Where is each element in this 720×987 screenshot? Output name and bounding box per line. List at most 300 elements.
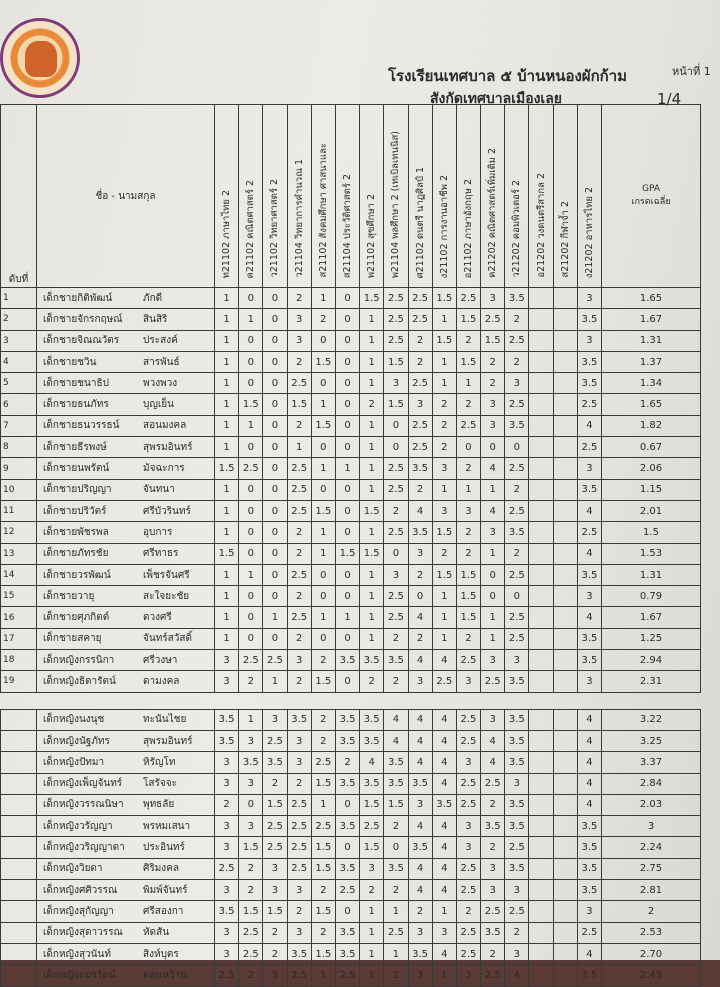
grade-cell: 2.5 (287, 607, 311, 628)
subject-header: ว21202 คอมพิวเตอร์ 2 (505, 105, 529, 288)
grade-cell: 3.5 (384, 773, 408, 794)
grade-cell: 2 (360, 671, 384, 692)
table-row (1, 628, 701, 649)
gpa-cell: 2.84 (602, 773, 701, 794)
page-fraction: 1/4 (657, 90, 682, 108)
grade-cell: 3 (215, 650, 239, 671)
grade-cell: 1 (432, 373, 456, 394)
grade-cell: 1 (432, 479, 456, 500)
grade-cell: 2 (311, 650, 335, 671)
first-name: เด็กหญิงนงนุช (43, 714, 105, 726)
grade-cell: 1 (263, 607, 287, 628)
grade-cell: 3 (215, 943, 239, 964)
grade-cell: 2 (287, 671, 311, 692)
grade-cell: 2.5 (215, 965, 239, 986)
grade-cell (553, 922, 577, 943)
grade-cell: 1 (239, 309, 263, 330)
grade-cell: 3.5 (505, 730, 529, 751)
grade-cell: 4 (408, 709, 432, 730)
grade-cell: 0 (263, 373, 287, 394)
grade-cell: 3 (577, 458, 601, 479)
gpa-cell: 2.03 (602, 794, 701, 815)
grade-cell: 3 (456, 500, 480, 521)
first-name: เด็กหญิงธิดารัตน์ (43, 675, 116, 687)
grade-cell: 2.5 (505, 330, 529, 351)
grade-cell: 2 (311, 922, 335, 943)
first-name: เด็กชายสคายุ (43, 633, 102, 645)
grade-cell: 2.5 (408, 415, 432, 436)
grade-cell: 2 (408, 901, 432, 922)
grade-cell: 4 (577, 752, 601, 773)
grade-cell: 4 (577, 543, 601, 564)
grade-cell: 1 (311, 794, 335, 815)
student-name (37, 816, 215, 837)
grade-cell: 1 (239, 709, 263, 730)
grade-cell: 2.5 (408, 373, 432, 394)
gpa-cell: 2 (602, 901, 701, 922)
grade-cell: 3.5 (577, 837, 601, 858)
gpa-cell: 1.65 (602, 288, 701, 309)
grade-cell: 1 (215, 586, 239, 607)
grade-cell: 1.5 (456, 586, 480, 607)
grade-cell: 2.5 (481, 309, 505, 330)
grade-cell (553, 500, 577, 521)
grade-cell: 2 (505, 479, 529, 500)
grade-cell (529, 671, 553, 692)
gpa-cell: 0.67 (602, 437, 701, 458)
grade-cell: 1 (215, 330, 239, 351)
subject-header: ค21202 คณิตศาสตร์เพิ่มเติม 2 (481, 105, 505, 288)
first-name: เด็กชายภัทรชัย (43, 548, 109, 560)
subject-header: ง21102 การงานอาชีพ 2 (432, 105, 456, 288)
grade-cell: 4 (577, 607, 601, 628)
grade-cell: 1 (360, 522, 384, 543)
student-name (37, 858, 215, 879)
row-number: 19 (1, 671, 37, 692)
grade-cell: 3 (577, 901, 601, 922)
grade-cell: 1 (360, 309, 384, 330)
grade-cell: 3.5 (408, 458, 432, 479)
grade-cell: 2 (456, 543, 480, 564)
subject-header: ค21102 คณิตศาสตร์ 2 (239, 105, 263, 288)
row-number: 6 (1, 394, 37, 415)
grade-cell: 3.5 (215, 730, 239, 751)
row-number (1, 922, 37, 943)
last-name: ศรีวงษา (143, 654, 178, 666)
first-name: เด็กหญิงวิยดา (43, 863, 103, 875)
grade-cell: 1 (432, 628, 456, 649)
grade-cell: 0 (311, 373, 335, 394)
grade-cell: 3 (577, 288, 601, 309)
last-name: ประสงค์ (143, 335, 178, 347)
grade-cell: 2.5 (456, 709, 480, 730)
grade-cell: 4 (408, 607, 432, 628)
grade-cell: 2.5 (287, 373, 311, 394)
grade-cell (553, 965, 577, 986)
row-number (1, 773, 37, 794)
table-row (1, 965, 701, 986)
student-name (37, 730, 215, 751)
grade-cell: 2 (287, 543, 311, 564)
grade-cell: 3.5 (335, 858, 359, 879)
grade-cell: 2.5 (263, 650, 287, 671)
grade-cell: 2.5 (481, 965, 505, 986)
first-name: เด็กชายปริวัตร์ (43, 505, 107, 517)
table-row (1, 858, 701, 879)
grade-cell: 2 (456, 901, 480, 922)
grade-cell: 3.5 (360, 730, 384, 751)
student-name (37, 500, 215, 521)
grade-cell: 1 (239, 415, 263, 436)
grade-cell: 1 (432, 586, 456, 607)
grade-cell: 0 (335, 415, 359, 436)
table-header-row (1, 105, 701, 288)
grade-cell: 3 (505, 773, 529, 794)
grade-cell (553, 586, 577, 607)
grade-cell (529, 500, 553, 521)
row-number: 17 (1, 628, 37, 649)
grade-cell: 2.5 (456, 858, 480, 879)
gpa-cell: 1.67 (602, 309, 701, 330)
table-row (1, 709, 701, 730)
gpa-cell: 2.81 (602, 880, 701, 901)
grade-cell (553, 752, 577, 773)
gpa-cell: 2.53 (602, 922, 701, 943)
grade-cell: 2.5 (287, 858, 311, 879)
grade-cell (529, 288, 553, 309)
header-name: ชื่อ - นามสกุล (37, 105, 215, 288)
grade-cell: 3 (408, 965, 432, 986)
student-name (37, 628, 215, 649)
grade-cell: 1 (360, 373, 384, 394)
table-row (1, 330, 701, 351)
grade-cell (529, 330, 553, 351)
student-name (37, 437, 215, 458)
grade-cell: 1 (360, 351, 384, 372)
row-number: 14 (1, 564, 37, 585)
student-name (37, 794, 215, 815)
grade-cell: 2 (360, 394, 384, 415)
last-name: จันทนา (143, 484, 175, 496)
grade-cell: 0 (311, 628, 335, 649)
grade-cell: 2.5 (239, 922, 263, 943)
grade-cell: 3 (577, 586, 601, 607)
grade-cell: 1 (335, 607, 359, 628)
grade-cell: 3.5 (335, 816, 359, 837)
grade-cell: 0 (311, 564, 335, 585)
grade-cell: 1 (215, 288, 239, 309)
row-number (1, 816, 37, 837)
grade-cell: 3 (287, 752, 311, 773)
grade-cell: 3 (239, 816, 263, 837)
subject-header: อ21202 วงดนตรีสากล 2 (529, 105, 553, 288)
grade-cell: 2.5 (432, 671, 456, 692)
row-number (1, 880, 37, 901)
gpa-cell: 2.31 (602, 671, 701, 692)
grade-cell: 2.5 (505, 901, 529, 922)
first-name: เด็กหญิงสุกัญญา (43, 905, 114, 917)
grade-cell: 2.5 (263, 730, 287, 751)
grade-cell: 2 (287, 415, 311, 436)
grade-cell: 1 (481, 543, 505, 564)
table-row (1, 837, 701, 858)
row-number (1, 730, 37, 751)
grade-cell: 1 (432, 901, 456, 922)
grade-cell: 4 (360, 752, 384, 773)
grade-cell: 3.5 (335, 650, 359, 671)
last-name: พิมพ์จันทร์ (143, 884, 188, 896)
grade-cell: 1 (215, 437, 239, 458)
grade-cell: 2 (505, 309, 529, 330)
table-row (1, 586, 701, 607)
grade-cell: 4 (408, 650, 432, 671)
last-name: สอนมงคล (143, 420, 187, 432)
grade-cell (529, 965, 553, 986)
grade-cell: 2 (384, 816, 408, 837)
grade-cell: 0 (263, 415, 287, 436)
grade-cell: 4 (481, 500, 505, 521)
student-name (37, 309, 215, 330)
gpa-cell: 3.25 (602, 730, 701, 751)
last-name: จันทร์สวัสดิ์ (143, 633, 192, 645)
grade-cell: 2 (505, 922, 529, 943)
grade-cell: 2.5 (384, 458, 408, 479)
grade-cell: 1.5 (311, 500, 335, 521)
grade-cell: 1 (311, 394, 335, 415)
grade-cell (529, 922, 553, 943)
grade-cell: 2 (505, 351, 529, 372)
grade-cell: 3 (456, 816, 480, 837)
gpa-cell: 1.31 (602, 330, 701, 351)
grade-cell: 1 (215, 564, 239, 585)
row-number (1, 709, 37, 730)
grade-cell: 0 (384, 415, 408, 436)
grade-cell: 2.5 (311, 752, 335, 773)
header-no: ดับที่ (1, 105, 37, 288)
grade-cell: 4 (481, 458, 505, 479)
grade-cell: 3.5 (505, 794, 529, 815)
grade-cell: 1 (215, 628, 239, 649)
grade-cell (553, 373, 577, 394)
grade-cell: 2.5 (505, 500, 529, 521)
grade-cell: 4 (577, 943, 601, 964)
grade-cell: 2.5 (456, 922, 480, 943)
last-name: ศรีทาธร (143, 548, 179, 560)
grade-cell: 2 (311, 709, 335, 730)
grade-cell: 1.5 (360, 500, 384, 521)
student-name (37, 901, 215, 922)
grade-cell: 4 (384, 709, 408, 730)
subject-header: ส21104 ประวัติศาสตร์ 2 (335, 105, 359, 288)
grade-cell: 1 (432, 351, 456, 372)
first-name: เด็กชายวรพัฒน์ (43, 569, 111, 581)
grade-cell: 0 (263, 330, 287, 351)
grade-cell: 1 (215, 351, 239, 372)
last-name: สินสิริ (143, 313, 168, 325)
first-name: เด็กชายชนาธิป (43, 377, 109, 389)
grade-cell: 1.5 (311, 858, 335, 879)
grade-cell (529, 943, 553, 964)
grade-cell: 3 (263, 709, 287, 730)
grade-cell: 4 (432, 880, 456, 901)
grade-cell: 3 (408, 543, 432, 564)
table-row (1, 522, 701, 543)
grade-cell: 2 (481, 373, 505, 394)
grade-cell: 1.5 (456, 564, 480, 585)
grade-cell (529, 752, 553, 773)
row-number (1, 752, 37, 773)
grade-cell: 4 (432, 943, 456, 964)
grade-cell: 0 (263, 351, 287, 372)
district-name: สังกัดเทศบาลเมืองเลย (430, 91, 563, 107)
first-name: เด็กหญิงสุดาวรรณ (43, 927, 123, 939)
header-gpa: GPA เกรดเฉลี่ย (602, 105, 701, 288)
first-name: เด็กชายชวิน (43, 356, 97, 368)
grade-cell: 2.5 (287, 837, 311, 858)
grade-cell: 3.5 (481, 816, 505, 837)
grade-cell: 3 (408, 794, 432, 815)
grade-cell: 4 (577, 415, 601, 436)
grade-cell: 3.5 (335, 922, 359, 943)
row-number: 1 (1, 288, 37, 309)
grade-cell: 1.5 (456, 351, 480, 372)
grade-cell (553, 564, 577, 585)
grade-cell: 4 (408, 730, 432, 751)
student-name (37, 773, 215, 794)
grade-cell: 2.5 (384, 330, 408, 351)
grade-cell: 1.5 (311, 943, 335, 964)
gpa-cell: 1.15 (602, 479, 701, 500)
student-name (37, 880, 215, 901)
grade-cell: 3 (408, 922, 432, 943)
first-name: เด็กหญิงวรัญญา (43, 820, 113, 832)
grade-cell: 2 (384, 628, 408, 649)
grade-cell: 4 (432, 773, 456, 794)
grade-cell: 0 (335, 394, 359, 415)
first-name: เด็กชายวายุ (43, 590, 95, 602)
grade-cell (529, 564, 553, 585)
grade-cell: 2.5 (384, 479, 408, 500)
grade-cell (553, 628, 577, 649)
grade-cell: 2 (384, 965, 408, 986)
grade-cell: 3 (432, 922, 456, 943)
last-name: ดวงศรี (143, 612, 172, 624)
grade-cell: 1.5 (432, 288, 456, 309)
grade-cell: 2.5 (456, 415, 480, 436)
grade-table-wrapper (0, 104, 700, 987)
first-name: เด็กชายนพรัตน์ (43, 463, 110, 475)
grade-cell (529, 415, 553, 436)
grade-cell: 1 (481, 607, 505, 628)
grade-cell: 4 (408, 752, 432, 773)
grade-cell: 3.5 (263, 752, 287, 773)
grade-cell: 2 (456, 458, 480, 479)
grade-cell: 2.5 (239, 650, 263, 671)
gpa-cell: 1.82 (602, 415, 701, 436)
grade-cell: 3.5 (577, 650, 601, 671)
grade-cell: 3 (287, 880, 311, 901)
grade-cell: 2.5 (481, 901, 505, 922)
grade-cell (529, 437, 553, 458)
page-label: หน้าที่ 1 (672, 65, 711, 78)
grade-cell (529, 901, 553, 922)
table-row (1, 543, 701, 564)
grade-cell: 2 (432, 437, 456, 458)
grade-cell: 3.5 (505, 816, 529, 837)
grade-cell: 1 (215, 394, 239, 415)
last-name: ศรีสองกา (143, 905, 184, 917)
grade-cell: 0 (263, 628, 287, 649)
student-name (37, 415, 215, 436)
row-number: 2 (1, 309, 37, 330)
grade-cell: 1.5 (311, 415, 335, 436)
grade-cell: 3 (215, 773, 239, 794)
row-number: 8 (1, 437, 37, 458)
grade-cell: 1 (311, 965, 335, 986)
grade-cell: 0 (239, 522, 263, 543)
grade-cell: 3 (215, 880, 239, 901)
grade-cell: 4 (432, 730, 456, 751)
grade-cell: 3.5 (577, 965, 601, 986)
grade-cell (553, 458, 577, 479)
grade-cell: 2 (408, 628, 432, 649)
grade-cell: 4 (432, 816, 456, 837)
student-name (37, 394, 215, 415)
subject-header: ศ21102 ดนตรี นาฏศิลป์ 1 (408, 105, 432, 288)
grade-cell: 2 (215, 794, 239, 815)
student-name (37, 922, 215, 943)
first-name: เด็กชายศุภกิตต์ (43, 612, 110, 624)
grade-cell (529, 586, 553, 607)
grade-cell: 3 (505, 373, 529, 394)
grade-cell: 1 (360, 922, 384, 943)
table-row (1, 816, 701, 837)
grade-cell: 1.5 (311, 837, 335, 858)
grade-cell: 0 (239, 437, 263, 458)
grade-cell: 1 (384, 901, 408, 922)
grade-cell (529, 880, 553, 901)
grade-cell: 2.5 (384, 522, 408, 543)
last-name: ภักดี (143, 292, 163, 304)
subject-header: ท21102 ภาษาไทย 2 (215, 105, 239, 288)
grade-cell: 1.5 (456, 309, 480, 330)
grade-cell: 0 (384, 437, 408, 458)
grade-cell: 3.5 (481, 922, 505, 943)
grade-cell (553, 309, 577, 330)
table-row (1, 500, 701, 521)
grade-cell: 1.5 (360, 543, 384, 564)
grade-cell: 1 (432, 965, 456, 986)
grade-cell: 4 (432, 858, 456, 879)
grade-cell: 4 (577, 794, 601, 815)
grade-cell: 3.5 (505, 709, 529, 730)
table-row (1, 437, 701, 458)
grade-cell: 3 (287, 650, 311, 671)
grade-cell (553, 671, 577, 692)
grade-cell: 3 (481, 415, 505, 436)
student-name (37, 351, 215, 372)
gpa-cell: 1.65 (602, 394, 701, 415)
grade-cell: 3.5 (577, 479, 601, 500)
grade-cell: 2 (311, 730, 335, 751)
grade-cell: 0 (505, 437, 529, 458)
grade-cell: 2 (456, 628, 480, 649)
grade-cell: 2.5 (408, 437, 432, 458)
grade-cell: 1 (360, 479, 384, 500)
grade-cell: 3 (505, 880, 529, 901)
grade-cell: 2.5 (287, 794, 311, 815)
grade-cell: 2.5 (384, 586, 408, 607)
